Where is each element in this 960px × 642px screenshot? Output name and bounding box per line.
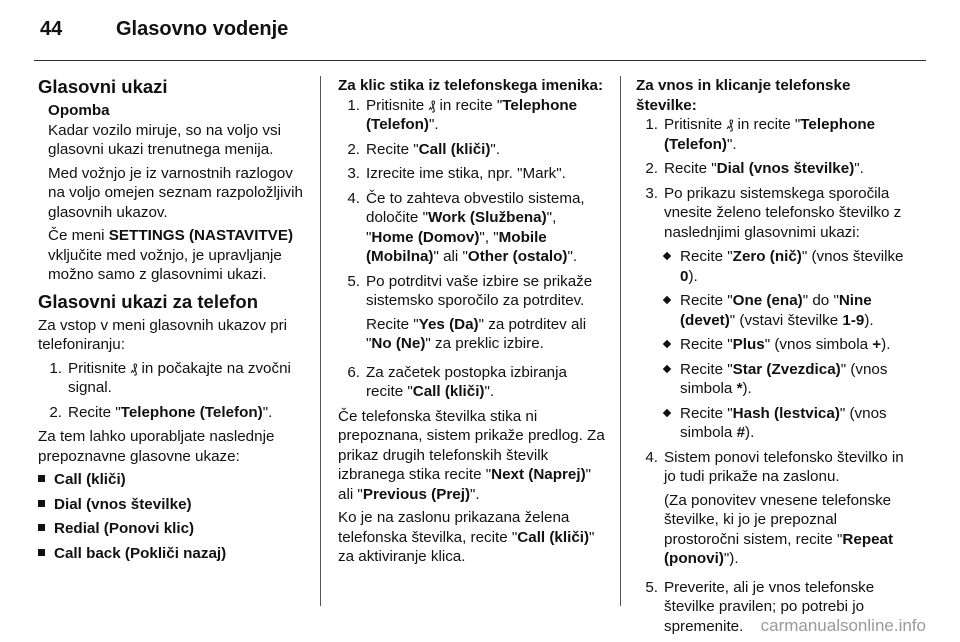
phone-voice-icon: ₰ — [130, 360, 138, 376]
bullet-icon — [38, 500, 45, 507]
column-3 — [636, 76, 906, 641]
body-text: Ko je na zaslonu prikazana želena telefonska številka, recite "Call (kliči)" za aktiviranje klica. — [338, 509, 595, 565]
bullet-icon — [663, 408, 671, 416]
list-item: 2. Recite "Telephone (Telefon)". — [49, 403, 273, 421]
phone-voice-icon: ₰ — [428, 97, 436, 113]
note-text: Med vožnjo je iz varnostnih razlogov na voljo omejen seznam razpoložljivih glasovnih ukazov. — [48, 164, 303, 221]
list-item: Recite "One (ena)" do "Nine (devet)" (vstavi številke 1-9). — [664, 291, 906, 330]
list-item: 1. Pritisnite ₰ in recite "Telephone (Telefon)". — [347, 96, 578, 133]
bullet-icon — [38, 549, 45, 556]
list-item: Call (kliči) — [38, 470, 308, 490]
page-number: 44 — [40, 18, 63, 40]
section-heading: Glasovni ukazi za telefon — [38, 290, 259, 312]
section-heading: Za klic stika iz telefonskega imenika: — [338, 77, 604, 94]
note-text: Kadar vozilo miruje, so na voljo vsi glasovni ukazi trenutnega menija. — [48, 121, 281, 158]
phone-voice-icon: ₰ — [726, 117, 734, 132]
column-2 — [338, 76, 608, 571]
column-divider — [320, 76, 321, 606]
list-item: Redial (Ponovi klic) — [38, 519, 308, 539]
note-title: Opomba — [48, 102, 110, 119]
list-item: 4. Sistem ponovi telefonsko številko in jo tudi prikaže na zaslonu. (Za ponovitev vnesene telefonske številke, ki jo je prepoznal prostoročni sistem, recite "Repeat (ponovi)"). — [645, 448, 904, 567]
list-item: 5. Po potrditvi vaše izbire se prikaže sistemsko sporočilo za potrditev. Recite "Yes (Da)" za potrditev ali "No (Ne)" za preklic izbire. — [347, 272, 593, 352]
bullet-icon — [663, 296, 671, 304]
section-heading: Glasovni ukazi — [38, 76, 168, 97]
column-divider — [620, 76, 621, 606]
intro-text: Za vstop v meni glasovnih ukazov pri telefoniranju: — [38, 316, 288, 353]
list-item: Recite "Plus" (vnos simbola +). — [664, 335, 906, 355]
bullet-icon — [663, 252, 671, 260]
list-item: Dial (vnos številke) — [38, 495, 308, 515]
body-text: Če telefonska številka stika ni prepoznana, sistem prikaže predlog. Za prikaz drugih telefonskih številk izbranega stika recite "Next (Naprej)" ali "Previous (Prej)". — [338, 407, 605, 503]
watermark: carmanualsonline.info — [760, 616, 926, 635]
bullet-icon — [38, 524, 45, 531]
bullet-icon — [663, 340, 671, 348]
list-item: Recite "Zero (nič)" (vnos številke 0). — [664, 247, 906, 286]
page-header — [40, 18, 288, 41]
note-text: Če meni SETTINGS (NASTAVITVE) vključite med vožnjo, je upravljanje možno samo z glasovnimi ukazi. — [48, 227, 294, 283]
list-item: Call back (Pokliči nazaj) — [38, 544, 308, 564]
list-item: Recite "Hash (lestvica)" (vnos simbola #). — [664, 404, 906, 443]
bullet-icon — [663, 364, 671, 372]
list-item: 5. Preverite, ali je vnos telefonske številke pravilen; po potrebi jo spremenite. — [645, 578, 875, 635]
list-item: 3. Po prikazu sistemskega sporočila vnesite želeno telefonsko številko z naslednjimi glasovnimi ukazi: — [645, 184, 902, 241]
list-item: 2. Recite "Call (kliči)". — [347, 140, 501, 158]
note-block — [38, 101, 308, 285]
bullet-icon — [38, 475, 45, 482]
list-item: 6. Za začetek postopka izbiranja recite "Call (kliči)". — [347, 363, 567, 400]
header-rule — [34, 60, 926, 61]
page-title: Glasovno vodenje — [116, 18, 289, 40]
list-item: 2. Recite "Dial (vnos številke)". — [645, 160, 864, 177]
body-text: Za tem lahko uporabljate naslednje prepoznavne glasovne ukaze: — [38, 428, 275, 465]
list-item: 3. Izrecite ime stika, npr. "Mark". — [347, 165, 566, 182]
list-item: Recite "Star (Zvezdica)" (vnos simbola *). — [664, 360, 906, 399]
list-item: 1. Pritisnite ₰ in recite "Telephone (Telefon)". — [645, 116, 876, 153]
list-item: 1. Pritisnite ₰ in počakajte na zvočni signal. — [49, 359, 291, 396]
list-item: 4. Če to zahteva obvestilo sistema, določite "Work (Službena)", "Home (Domov)", "Mobile (Mobilna)" ali "Other (ostalo)". — [347, 189, 585, 265]
section-heading: Za vnos in klicanje telefonske številke: — [636, 77, 851, 114]
column-1 — [38, 76, 308, 568]
